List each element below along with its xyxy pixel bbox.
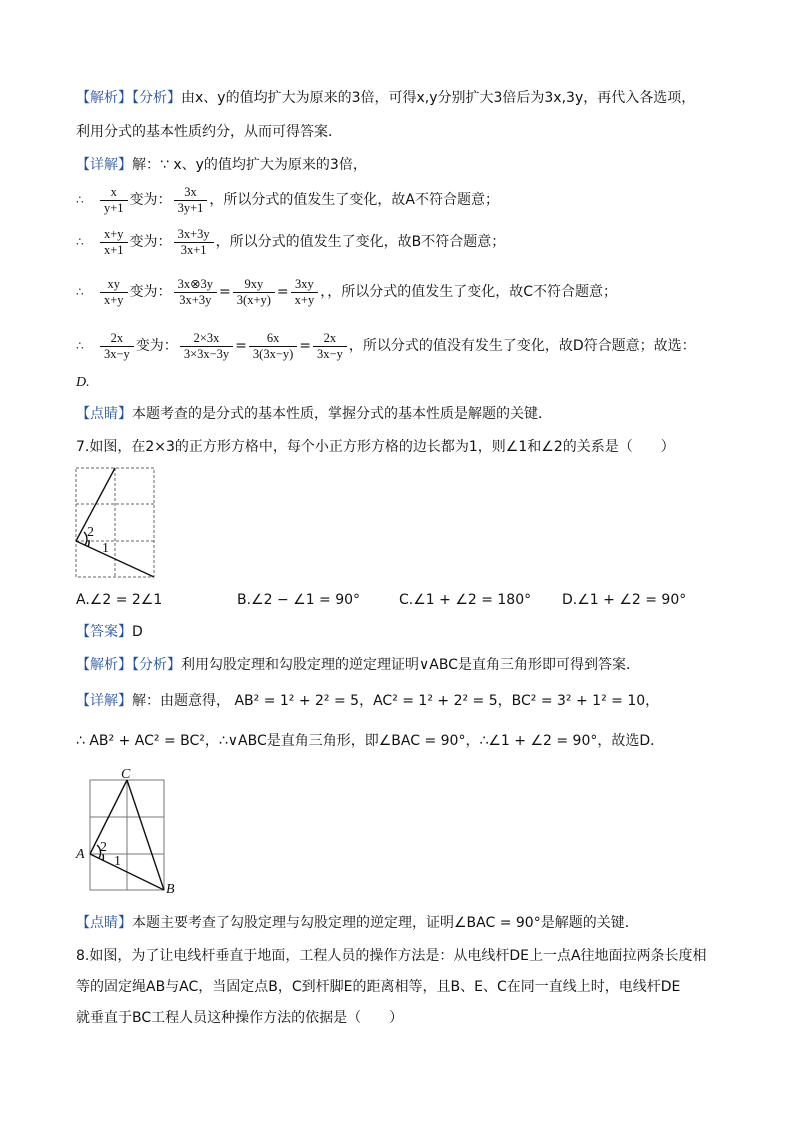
analysis-tag: 【解析】 [76,90,132,106]
q7-detail-text-1: 解：由题意得， AB² = 1² + 2² = 5，AC² = 1² + 2² = 5，BC² = 3² + 1² = 10， [132,693,660,709]
q7-comment-text: 本题主要考查了勾股定理与勾股定理的逆定理，证明∠BAC = 90°是解题的关键． [132,915,639,931]
analysis-line-1 [76,88,695,108]
fraction-step-c: $\frac{9xy}{3(x+y)}$ [233,277,275,308]
fraction-original-a: $\frac{x}{y+1}$ [100,185,128,216]
option-c: C.∠1 + ∠2 = 180° [399,592,532,608]
question-8-line-3 [76,1008,403,1028]
fraction-new-a: $\frac{3x}{3y+1}$ [174,185,208,216]
becomes-label: 变为： [129,192,172,208]
angle-2-label: 2 [100,840,107,855]
question-8-line-1 [76,946,707,966]
q7-comment-line [76,913,639,933]
q7-detail-line-1 [76,691,659,711]
vertex-b-label: B [166,882,175,896]
fraction-result-d: $\frac{2x}{3x-y}$ [313,331,347,362]
answer-d: D. [76,375,90,390]
q7-answer: D [132,624,143,640]
analysis-text-2: 利用分式的基本性质约分，从而可得答案． [76,124,342,140]
becomes-label: 变为： [129,234,172,250]
transform-line-a [76,183,499,217]
analysis-text: 由x、y的值均扩大为原来的3倍，可得x,y分别扩大3倍后为3x,3y，再代入各选项， [181,90,696,106]
equals-sign: = [219,284,231,300]
comment-tag: 【点睛】 [76,915,132,931]
equals-sign: = [235,338,247,354]
fraction-original-d: $\frac{2x}{3x-y}$ [100,331,134,362]
angle-1-label: 1 [102,541,109,556]
detail-tag: 【详解】 [76,157,132,173]
q7-answer-line [76,622,143,642]
q7-analysis-text: 利用勾股定理和勾股定理的逆定理证明∨ABC是直角三角形即可得到答案． [181,657,640,673]
q7-detail-line-2 [76,731,664,751]
therefore-symbol: ∴ [76,193,84,207]
equals-sign: = [299,338,312,354]
therefore-symbol: ∴ [76,339,84,353]
fraction-new-c: $\frac{3x\otimes 3y}{3x+3y}$ [174,277,217,308]
question-7-stem [76,437,675,457]
angle-1-label: 1 [114,854,121,869]
angle-2-label: 2 [87,525,94,540]
equals-sign: = [276,284,289,300]
therefore-symbol: ∴ [76,285,84,299]
analysis-sub-tag: 【分析】 [132,90,181,106]
comment-tag: 【点睛】 [76,406,132,422]
question-8-line-2 [76,977,680,997]
q7-detail-text-2: ∴ AB² + AC² = BC²，∴∨ABC是直角三角形，即∠BAC = 90°，∴∠1 + ∠2 = 90°，故选D． [76,733,665,749]
grid-figure-1 [74,466,158,582]
conclusion-b: ，所以分式的值发生了变化，故B不符合题意； [215,234,506,250]
analysis-line-2 [76,122,342,142]
analysis-sub-tag: 【分析】 [132,657,181,673]
fraction-original-c: $\frac{xy}{x+y}$ [100,277,128,308]
transform-line-b [76,225,505,259]
analysis-tag: 【解析】 [76,657,132,673]
q8-text-3: 就垂直于BC工程人员这种操作方法的依据是（ ） [76,1010,404,1026]
becomes-label: 变为： [129,284,172,300]
detail-line [76,155,367,175]
transform-line-c [76,274,617,310]
q7-stem-text: 7.如图，在2×3的正方形方格中，每个小正方形方格的边长都为1，则∠1和∠2的关系是（ ） [76,439,675,455]
detail-text: 解：∵ x、y的值均扩大为原来的3倍， [132,157,367,173]
answer-tag: 【答案】 [76,624,132,640]
q8-text-1: 8.如图，为了让电线杆垂直于地面，工程人员的操作方法是：从电线杆DE上一点A往地面拉两条长度相 [76,948,707,964]
conclusion-c: ，，所以分式的值发生了变化，故C不符合题意； [320,284,617,300]
fraction-original-b: $\frac{x+y}{x+1}$ [100,227,128,258]
fraction-result-c: $\frac{3xy}{x+y}$ [291,277,319,308]
detail-tag: 【详解】 [76,693,132,709]
transform-line-d [76,328,696,364]
option-d: D.∠1 + ∠2 = 90° [562,592,687,608]
q7-analysis-line [76,655,640,675]
vertex-a-label: A [76,847,85,862]
vertex-c-label: C [121,767,131,782]
becomes-label: 变为： [135,338,178,354]
grid-figure-2 [70,766,180,896]
option-a: A.∠2 = 2∠1 [76,592,163,608]
answer-d-line [76,372,90,393]
fraction-step-d: $\frac{6x}{3(3x-y)}$ [249,331,297,362]
fraction-new-b: $\frac{3x+3y}{3x+1}$ [174,227,214,258]
conclusion-a: ，所以分式的值发生了变化，故A不符合题意； [209,192,499,208]
therefore-symbol: ∴ [76,235,84,249]
q8-text-2: 等的固定绳AB与AC，当固定点B，C到杆脚E的距离相等，且B、E、C在同一直线上时，电线杆DE [76,979,681,995]
comment-text: 本题考查的是分式的基本性质，掌握分式的基本性质是解题的关键． [132,406,552,422]
comment-line-1 [76,404,552,424]
option-b: B.∠2 − ∠1 = 90° [237,592,361,608]
conclusion-d: ，所以分式的值没有发生了变化，故D符合题意；故选： [348,338,696,354]
fraction-new-d: $\frac{2\times 3x}{3\times 3x-3y}$ [180,331,233,362]
